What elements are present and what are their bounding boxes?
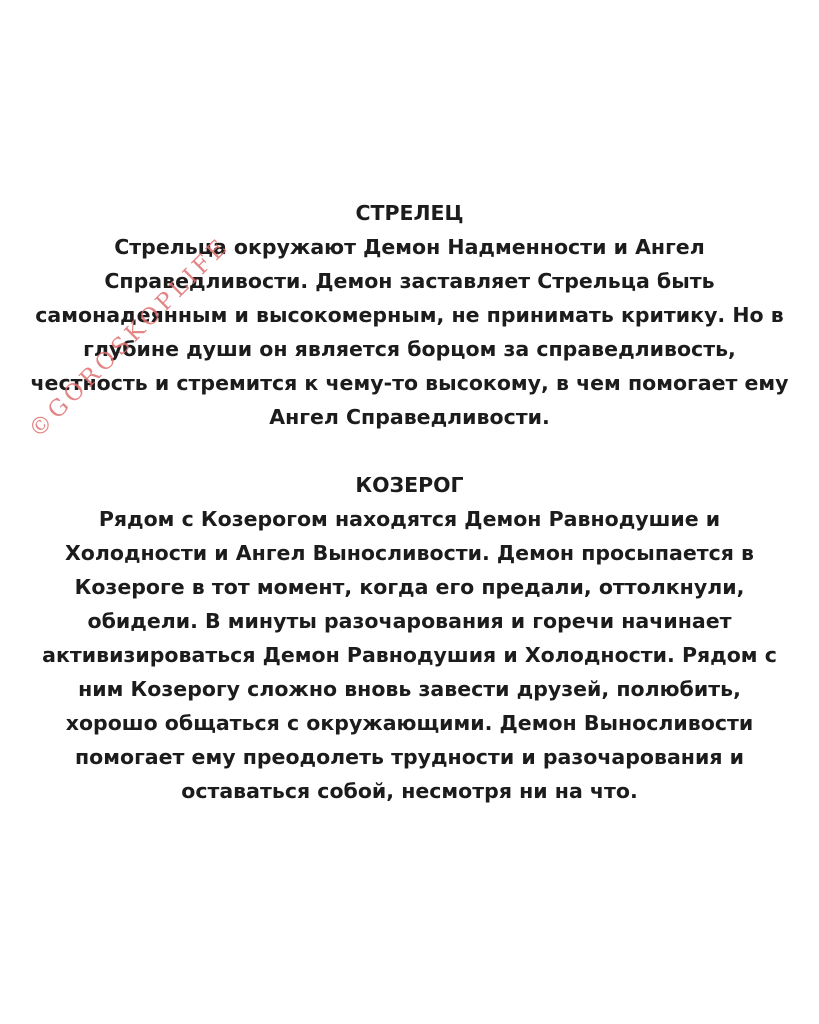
watermark: ©GOROSKOPLIFE xyxy=(24,232,235,444)
section-title: КОЗЕРОГ xyxy=(355,473,464,497)
horoscope-content xyxy=(20,196,799,808)
section-text: Стрельца окружают Демон Надменности и Ангел Справедливости. Демон заставляет Стрельца быть самонадеянным и высокомерным, не принимать критику. Но в глубине души он является борцом за справедливость, честность и стремится к чему-то высокому, в чем помогает ему Ангел Справедливости. xyxy=(30,235,789,429)
section-sagittarius xyxy=(20,196,799,434)
section-text: Рядом с Козерогом находятся Демон Равнодушие и Холодности и Ангел Выносливости. Демон просыпается в Козероге в тот момент, когда его предали, оттолкнули, обидели. В минуты разочарования и горечи начинает активизироваться Демон Равнодушия и Холодности. Рядом с ним Козерогу сложно вновь завести друзей, полюбить, хорошо общаться с окружающими. Демон Выносливости помогает ему преодолеть трудности и разочарования и оставаться собой, несмотря ни на что. xyxy=(42,507,777,803)
section-title: СТРЕЛЕЦ xyxy=(355,201,464,225)
section-capricorn xyxy=(20,468,799,808)
